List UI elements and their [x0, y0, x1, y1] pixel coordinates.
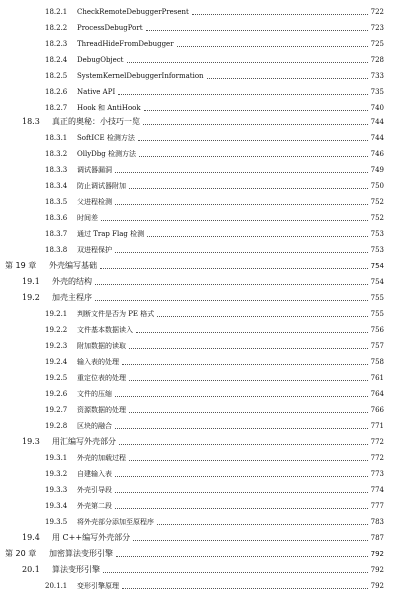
toc-leader-dots — [139, 155, 368, 157]
toc-entry-number: 18.3.1 — [45, 134, 68, 142]
toc-leader-dots — [115, 475, 368, 477]
toc-entry-number: 18.3.2 — [45, 150, 68, 158]
toc-entry-title: 外壳的结构 — [52, 277, 92, 286]
toc-leader-dots — [144, 109, 368, 111]
toc-section-entry[interactable] — [0, 275, 405, 289]
toc-subsection-entry[interactable] — [0, 451, 405, 465]
toc-entry-title: Hook 和 AntiHook — [77, 104, 141, 112]
toc-entry-page-number: 728 — [370, 56, 384, 64]
toc-subsection-entry[interactable] — [0, 243, 405, 257]
toc-entry-page-number: 752 — [370, 198, 384, 206]
toc-leader-dots — [115, 427, 368, 429]
toc-entry-page-number: 792 — [370, 566, 384, 574]
toc-subsection-entry[interactable] — [0, 21, 405, 35]
toc-leader-dots — [115, 251, 368, 253]
toc-entry-number: 19.3.2 — [45, 470, 68, 478]
toc-entry-page-number: 749 — [370, 166, 384, 174]
toc-leader-dots — [115, 491, 368, 493]
toc-subsection-entry[interactable] — [0, 323, 405, 337]
toc-entry-title: 判断文件是否为 PE 格式 — [77, 310, 155, 318]
toc-leader-dots — [147, 235, 368, 237]
toc-entry-page-number: 754 — [370, 262, 384, 270]
toc-leader-dots — [129, 459, 368, 461]
toc-leader-dots — [115, 507, 368, 509]
toc-entry-page-number: 740 — [370, 104, 384, 112]
toc-chapter-entry[interactable] — [0, 259, 405, 273]
toc-entry-title: 文件的压缩 — [77, 390, 112, 398]
toc-section-entry[interactable] — [0, 531, 405, 545]
toc-section-entry[interactable] — [0, 291, 405, 305]
toc-leader-dots — [95, 283, 368, 285]
toc-leader-dots — [127, 61, 368, 63]
toc-entry-number: 第 19 章 — [5, 261, 37, 270]
toc-entry-number: 18.2.2 — [45, 24, 68, 32]
toc-entry-number: 18.3.8 — [45, 246, 68, 254]
toc-entry-title: 算法变形引擎 — [52, 565, 100, 574]
toc-entry-number: 19.2.7 — [45, 406, 68, 414]
toc-entry-page-number: 792 — [370, 582, 384, 590]
toc-subsection-entry[interactable] — [0, 147, 405, 161]
toc-entry-page-number: 756 — [370, 326, 384, 334]
toc-leader-dots — [129, 347, 368, 349]
toc-entry-number: 第 20 章 — [5, 549, 37, 558]
toc-entry-title: 用汇编写外壳部分 — [52, 437, 116, 446]
toc-subsection-entry[interactable] — [0, 403, 405, 417]
toc-entry-page-number: 735 — [370, 88, 384, 96]
toc-subsection-entry[interactable] — [0, 499, 405, 513]
toc-entry-number: 18.3.6 — [45, 214, 68, 222]
toc-leader-dots — [146, 29, 368, 31]
toc-entry-title: SoftICE 检测方法 — [77, 134, 135, 142]
toc-leader-dots — [157, 315, 367, 317]
toc-leader-dots — [133, 539, 368, 541]
toc-entry-number: 18.2.7 — [45, 104, 68, 112]
toc-subsection-entry[interactable] — [0, 101, 405, 115]
toc-entry-page-number: 722 — [370, 8, 384, 16]
toc-entry-title: ProcessDebugPort — [77, 24, 143, 32]
toc-entry-number: 19.2.8 — [45, 422, 68, 430]
toc-entry-page-number: 792 — [370, 550, 384, 558]
toc-entry-title: DebugObject — [77, 56, 124, 64]
toc-entry-page-number: 725 — [370, 40, 384, 48]
toc-entry-number: 18.3.7 — [45, 230, 68, 238]
toc-entry-number: 20.1.1 — [45, 582, 68, 590]
toc-entry-page-number: 757 — [370, 342, 384, 350]
toc-entry-title: 防止调试器附加 — [77, 182, 126, 190]
toc-leader-dots — [119, 443, 368, 445]
toc-subsection-entry[interactable] — [0, 53, 405, 67]
toc-subsection-entry[interactable] — [0, 227, 405, 241]
toc-entry-title: 自建输入表 — [77, 470, 112, 478]
toc-entry-page-number: 755 — [370, 294, 384, 302]
toc-entry-number: 18.3.5 — [45, 198, 68, 206]
toc-subsection-entry[interactable] — [0, 483, 405, 497]
toc-entry-title: CheckRemoteDebuggerPresent — [77, 8, 189, 16]
toc-subsection-entry[interactable] — [0, 85, 405, 99]
toc-entry-page-number: 754 — [370, 278, 384, 286]
toc-entry-page-number: 744 — [370, 118, 384, 126]
toc-entry-title: 文件基本数据读入 — [77, 326, 133, 334]
toc-entry-title: 加密算法变形引擎 — [49, 549, 113, 558]
toc-entry-title: 外壳的加载过程 — [77, 454, 126, 462]
toc-subsection-entry[interactable] — [0, 5, 405, 19]
toc-entry-title: 附加数据的读取 — [77, 342, 126, 350]
toc-subsection-entry[interactable] — [0, 339, 405, 353]
toc-chapter-entry[interactable] — [0, 547, 405, 561]
toc-entry-title: 调试器漏洞 — [77, 166, 112, 174]
toc-subsection-entry[interactable] — [0, 307, 405, 321]
toc-entry-page-number: 744 — [370, 134, 384, 142]
toc-entry-page-number: 771 — [370, 422, 384, 430]
toc-entry-number: 18.3.3 — [45, 166, 68, 174]
toc-entry-page-number: 750 — [370, 182, 384, 190]
toc-entry-page-number: 783 — [370, 518, 384, 526]
toc-entry-page-number: 766 — [370, 406, 384, 414]
toc-subsection-entry[interactable] — [0, 69, 405, 83]
toc-entry-number: 18.2.3 — [45, 40, 68, 48]
toc-entry-number: 19.2.6 — [45, 390, 68, 398]
toc-entry-number: 18.2.4 — [45, 56, 68, 64]
toc-leader-dots — [138, 139, 368, 141]
toc-section-entry[interactable] — [0, 435, 405, 449]
toc-entry-number: 19.2.5 — [45, 374, 68, 382]
toc-leader-dots — [115, 171, 368, 173]
toc-entry-number: 19.3.3 — [45, 486, 68, 494]
toc-entry-number: 19.2.1 — [45, 310, 68, 318]
toc-leader-dots — [100, 267, 368, 269]
toc-subsection-entry[interactable] — [0, 467, 405, 481]
toc-entry-title: 父进程检测 — [77, 198, 112, 206]
toc-entry-title: OllyDbg 检测方法 — [77, 150, 136, 158]
toc-entry-number: 18.2.5 — [45, 72, 68, 80]
toc-entry-number: 18.2.6 — [45, 88, 68, 96]
toc-leader-dots — [122, 587, 368, 589]
toc-entry-page-number: 787 — [370, 534, 384, 542]
toc-entry-title: 外壳第二段 — [77, 502, 112, 510]
toc-entry-title: ThreadHideFromDebugger — [77, 40, 174, 48]
toc-entry-number: 19.3.5 — [45, 518, 68, 526]
toc-leader-dots — [157, 523, 368, 525]
toc-entry-page-number: 733 — [370, 72, 384, 80]
toc-leader-dots — [118, 93, 367, 95]
toc-leader-dots — [115, 395, 368, 397]
toc-entry-title: 外壳编写基础 — [49, 261, 97, 270]
toc-entry-title: 时间差 — [77, 214, 98, 222]
toc-entry-page-number: 774 — [370, 486, 384, 494]
toc-subsection-entry[interactable] — [0, 211, 405, 225]
toc-leader-dots — [115, 203, 368, 205]
toc-leader-dots — [103, 571, 368, 573]
toc-subsection-entry[interactable] — [0, 131, 405, 145]
toc-entry-page-number: 758 — [370, 358, 384, 366]
toc-entry-title: 双进程保护 — [77, 246, 112, 254]
toc-entry-title: 区块的融合 — [77, 422, 112, 430]
toc-entry-number: 19.2.4 — [45, 358, 68, 366]
toc-leader-dots — [122, 363, 368, 365]
toc-entry-number: 19.3 — [22, 437, 40, 446]
toc-leader-dots — [129, 379, 368, 381]
toc-subsection-entry[interactable] — [0, 579, 405, 593]
toc-leader-dots — [129, 187, 368, 189]
toc-entry-title: 用 C++编写外壳部分 — [52, 533, 131, 542]
toc-subsection-entry[interactable] — [0, 37, 405, 51]
toc-leader-dots — [136, 331, 368, 333]
toc-entry-page-number: 752 — [370, 214, 384, 222]
toc-leader-dots — [207, 77, 368, 79]
toc-subsection-entry[interactable] — [0, 419, 405, 433]
toc-leader-dots — [192, 13, 368, 15]
toc-entry-title: 将外壳部分添加至原程序 — [77, 518, 154, 526]
toc-entry-page-number: 753 — [370, 246, 384, 254]
toc-entry-number: 19.4 — [22, 533, 40, 542]
toc-entry-title: 真正的奥秘：小技巧一览 — [52, 117, 140, 126]
toc-subsection-entry[interactable] — [0, 371, 405, 385]
toc-leader-dots — [116, 555, 368, 557]
toc-section-entry[interactable] — [0, 563, 405, 577]
toc-entry-number: 18.3.4 — [45, 182, 68, 190]
toc-entry-title: Native API — [77, 88, 116, 96]
toc-entry-title: SystemKernelDebuggerInformation — [77, 72, 204, 80]
toc-entry-number: 19.3.4 — [45, 502, 68, 510]
toc-entry-page-number: 723 — [370, 24, 384, 32]
toc-entry-page-number: 761 — [370, 374, 384, 382]
toc-subsection-entry[interactable] — [0, 355, 405, 369]
toc-leader-dots — [95, 299, 368, 301]
toc-subsection-entry[interactable] — [0, 387, 405, 401]
toc-leader-dots — [177, 45, 368, 47]
toc-entry-number: 19.1 — [22, 277, 40, 286]
toc-entry-page-number: 755 — [370, 310, 384, 318]
toc-entry-number: 20.1 — [22, 565, 40, 574]
toc-entry-number: 18.3 — [22, 117, 40, 126]
toc-entry-page-number: 746 — [370, 150, 384, 158]
toc-entry-page-number: 772 — [370, 454, 384, 462]
toc-subsection-entry[interactable] — [0, 179, 405, 193]
toc-leader-dots — [143, 123, 368, 125]
toc-entry-title: 外壳引导段 — [77, 486, 112, 494]
toc-entry-title: 通过 Trap Flag 检测 — [77, 230, 145, 238]
toc-entry-page-number: 764 — [370, 390, 384, 398]
toc-entry-title: 变形引擎原理 — [77, 582, 119, 590]
toc-entry-page-number: 773 — [370, 470, 384, 478]
toc-entry-title: 资源数据的处理 — [77, 406, 126, 414]
toc-subsection-entry[interactable] — [0, 515, 405, 529]
toc-entry-number: 18.2.1 — [45, 8, 68, 16]
toc-subsection-entry[interactable] — [0, 195, 405, 209]
toc-subsection-entry[interactable] — [0, 163, 405, 177]
toc-leader-dots — [129, 411, 368, 413]
toc-entry-number: 19.2.2 — [45, 326, 68, 334]
toc-entry-number: 19.2.3 — [45, 342, 68, 350]
toc-entry-page-number: 753 — [370, 230, 384, 238]
toc-entry-number: 19.2 — [22, 293, 40, 302]
toc-entry-page-number: 777 — [370, 502, 384, 510]
toc-entry-title: 重定位表的处理 — [77, 374, 126, 382]
toc-entry-title: 输入表的处理 — [77, 358, 119, 366]
toc-entry-title: 加壳主程序 — [52, 293, 92, 302]
toc-entry-number: 19.3.1 — [45, 454, 68, 462]
toc-entry-page-number: 772 — [370, 438, 384, 446]
toc-leader-dots — [101, 219, 368, 221]
toc-section-entry[interactable] — [0, 115, 405, 129]
